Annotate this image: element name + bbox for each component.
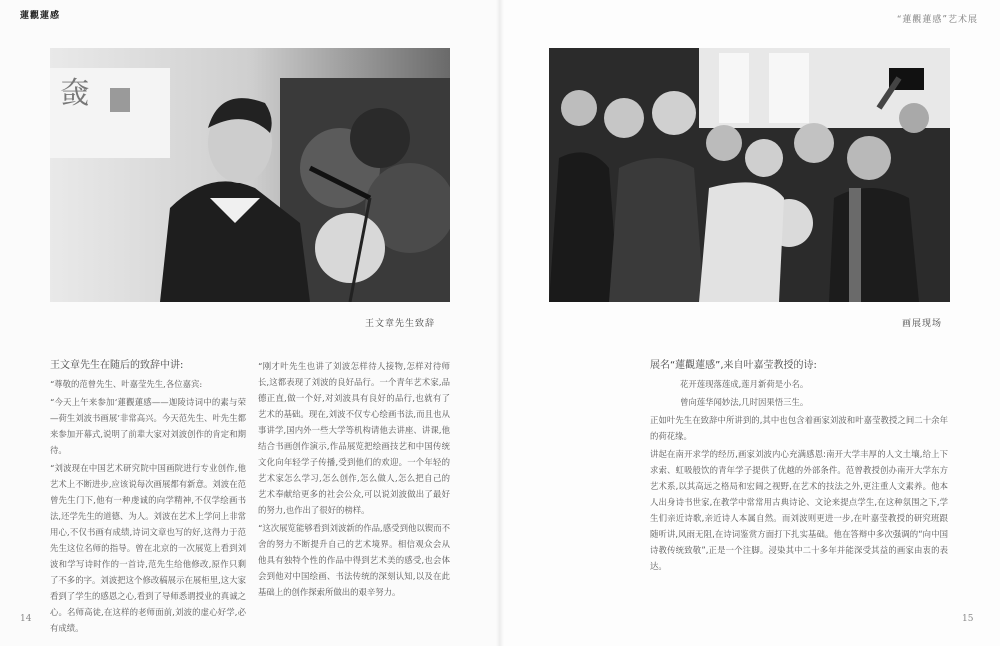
paragraph: 讲起在南开求学的经历,画家刘波内心充满感恩:南开大学丰厚的人文土壤,给上下求索、虹吸般饮的青年学子提供了优越的外部条件。范曾教授创办南开大学东方艺术系,以其高远之格局和宏阔之视野,在艺术的技法之外,更注重人文素养。他本人出身诗书世家,在教学中常常用古典诗论、文论来提点学生,在这种氛围之下,学生们亲近诗歌,亲近诗人本属自然。而刘波则更进一步,在叶嘉莹教授的研究班跟随听讲,风雨无阻,在诗词鉴赏方面打下扎实基础。他在答辩中多次强调的“向中国诗教传统致敬”,正是一个注脚。浸染其中二十多年并能深受其益的画家由衷的表达。 <box>650 449 948 571</box>
poem-line: 曾向莲华闻妙法,几时因果悟三生。 <box>680 397 809 407</box>
right-photo-caption: 画展现场 <box>902 319 943 329</box>
paragraph: “这次展览能够看到刘波新的作品,感受到他以锲而不舍的努力不断提升自己的艺术境界。相信观众会从他具有独特个性的作品中得到艺术美的感受,也会体会到他对中国绘画、书法传统的深刻认知,以及在此基础上的创作探索所做出的艰辛努力。 <box>258 523 450 597</box>
paragraph: “尊敬的范曾先生、叶嘉莹先生,各位嘉宾: <box>50 379 203 389</box>
running-header-right: “蓮觀蓮感”艺术展 <box>896 15 978 25</box>
speaker-photo <box>50 48 450 302</box>
paragraph: “今天上午来参加‘蓮觀蓮感——迦陵诗词中的素与荣—荷生刘波书画展’非常高兴。今天范先生、叶先生都来参加开幕式,说明了前辈大家对刘波创作的肯定和期待。 <box>50 397 246 455</box>
intro-line: 展名“蓮觀蓮感”,来自叶嘉莹教授的诗: <box>650 360 817 371</box>
right-column <box>650 358 948 576</box>
paragraph: “刘波现在中国艺术研究院中国画院进行专业创作,他艺术上不断进步,应该说每次画展都有新意。刘波在范曾先生门下,他有一种虔诚的向学精神,不仅学绘画书法,还学先生的道德、为人。刘波在艺术上学问上非常用心,不仅书画有成绩,诗词文章也写的好,这得力于范先生这位名师的指导。曾在北京的一次展览上看到刘波和学写诗时作的一首诗,范先生给他修改,原作只剩了不多的字。刘波把这个修改稿展示在展柜里,这大家看到了学生的感恩之心,看到了导师悉谓授业的真诚之心。名师高徒,在这样的老师面前,刘波的虚心好学,必有成绩。 <box>50 463 246 633</box>
paragraph: 正如叶先生在致辞中所讲到的,其中也包含着画家刘波和叶嘉莹教授之间二十余年的荷花缘。 <box>650 415 948 441</box>
left-column-2 <box>258 358 450 602</box>
section-heading: 王文章先生在随后的致辞中讲: <box>50 360 184 371</box>
book-gutter <box>496 0 504 646</box>
svg-text:㚜: 㚜 <box>60 76 90 111</box>
page-number-right: 15 <box>962 614 974 624</box>
poem-line: 花开莲现落莲成,莲月新荷是小名。 <box>680 379 809 389</box>
left-column-1 <box>50 358 246 638</box>
running-header-left: 蓮觀蓮感 <box>20 11 61 21</box>
exhibition-crowd-photo <box>549 48 950 302</box>
paragraph: “刚才叶先生也讲了刘波怎样待人接物,怎样对待师长,这都表现了刘波的良好品行。一个青年艺术家,品德正直,做一个好,对刘波具有良好的品行,也就有了艺术的基础。现在,刘波不仅专心绘画书法,而且也从事讲学,国内外一些大学等机构请他去讲座、讲课,他结合书画创作演示,作品展览把绘画技艺和中国传统文化向年轻学子传播,受到他们的欢迎。一个年轻的艺术家怎么学习,怎么创作,怎么做人,怎么把自己的艺术奉献给更多的社会公众,可以说刘波做出了最好的努力,也作出了很好的榜样。 <box>258 361 450 515</box>
left-photo-caption: 王文章先生致辞 <box>365 319 436 329</box>
page-number-left: 14 <box>20 614 32 624</box>
